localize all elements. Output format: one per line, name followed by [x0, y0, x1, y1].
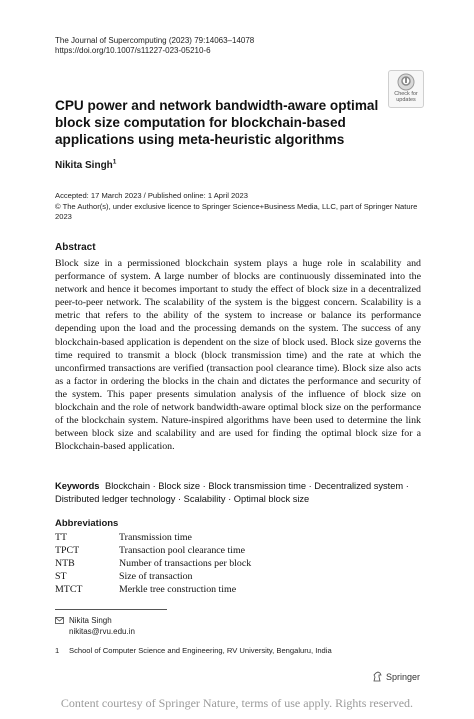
- keywords-text: Blockchain · Block size · Block transmission time · Decentralized system · Distributed ledger technology · Scalability · Optimal block size: [55, 481, 409, 504]
- publication-dates: Accepted: 17 March 2023 / Published online: 1 April 2023: [55, 191, 248, 200]
- abstract-text: Block size in a permissioned blockchain system plays a huge role in scalability and performance of system. A large number of blocks are continuously disseminated into the network and hence it becomes important to study the effect of block size in a decentralized peer-to-peer network. The scalability of the system is the biggest concern. Scalability is a metric that refers to the ability of the system to increase or balance its performance depending upon the load and the processing demands on the system. The success of any blockchain-based application is dependent on the size of block used. Block size governs the time required to transmit a block (block transmission time) and the rate at which the unconfirmed transactions are verified (transaction pool clearance time). Block size also acts as a factor in ordering the blocks in the chain and dictates the performance and security of the system. This paper presents simulation analysis of the influence of block size on blockchain and the role of network bandwidth-aware optimal block size on the performance of the blockchain system. Nature-inspired algorithms have been used to determine the link between block size and scalability and are used for finding the optimal block size for a Blockchain-based application.: [55, 258, 421, 453]
- abbreviation-term: ST: [55, 571, 67, 582]
- courtesy-notice: Content courtesy of Springer Nature, terms of use apply. Rights reserved.: [60, 696, 414, 710]
- publisher-logo: [372, 671, 420, 682]
- envelope-icon: [55, 617, 69, 624]
- affiliation-text: School of Computer Science and Engineering, RV University, Bengaluru, India: [69, 646, 332, 655]
- springer-horse-icon: [372, 671, 383, 682]
- check-badge-line2: updates: [396, 97, 416, 103]
- contact-name: Nikita Singh: [69, 616, 112, 625]
- abbreviation-row: [55, 531, 251, 544]
- abbreviation-term: NTB: [55, 558, 75, 569]
- abbreviation-definition: Size of transaction: [119, 571, 193, 582]
- publisher-name: Springer: [386, 671, 421, 682]
- abbreviation-term: MTCT: [55, 584, 83, 595]
- footnote-divider: [55, 609, 167, 610]
- abbreviation-definition: Merkle tree construction time: [119, 584, 237, 595]
- check-for-updates-button[interactable]: [388, 70, 424, 108]
- abbreviation-term: TT: [55, 532, 68, 543]
- affiliation-number: 1: [55, 646, 60, 655]
- doi-link[interactable]: https://doi.org/10.1007/s11227-023-05210-6: [55, 46, 211, 55]
- abbreviation-definition: Transaction pool clearance time: [119, 545, 246, 556]
- author-affiliation-marker[interactable]: 1: [112, 158, 117, 166]
- affiliation-footnote: [55, 646, 332, 656]
- abbreviation-row: [55, 544, 251, 557]
- abbreviation-definition: Transmission time: [119, 532, 192, 543]
- crossmark-icon: [397, 73, 415, 91]
- abbreviation-row: [55, 570, 251, 583]
- check-badge-line1: Check for: [394, 91, 418, 97]
- abstract-heading: Abstract: [55, 242, 96, 253]
- abbreviation-row: [55, 583, 251, 596]
- contact-email[interactable]: nikitas@rvu.edu.in: [69, 627, 135, 636]
- journal-citation: The Journal of Supercomputing (2023) 79:14063–14078: [55, 36, 255, 45]
- keywords: [55, 480, 421, 506]
- abbreviations-table: [55, 531, 251, 596]
- keywords-label: Keywords: [55, 481, 100, 491]
- abbreviation-row: [55, 557, 251, 570]
- author: [55, 160, 116, 171]
- abbreviations-heading: Abbreviations: [55, 518, 119, 529]
- paper-title: CPU power and network bandwidth-aware optimal block size computation for blockchain-based applications using meta-heuristic algorithms: [55, 98, 379, 147]
- corresponding-author: [55, 615, 135, 637]
- abbreviation-definition: Number of transactions per block: [119, 558, 252, 569]
- author-name: Nikita Singh: [55, 160, 113, 171]
- copyright-notice: © The Author(s), under exclusive licence to Springer Science+Business Media, LLC, part of Springer Nature 2023: [55, 202, 418, 221]
- abbreviation-term: TPCT: [55, 545, 80, 556]
